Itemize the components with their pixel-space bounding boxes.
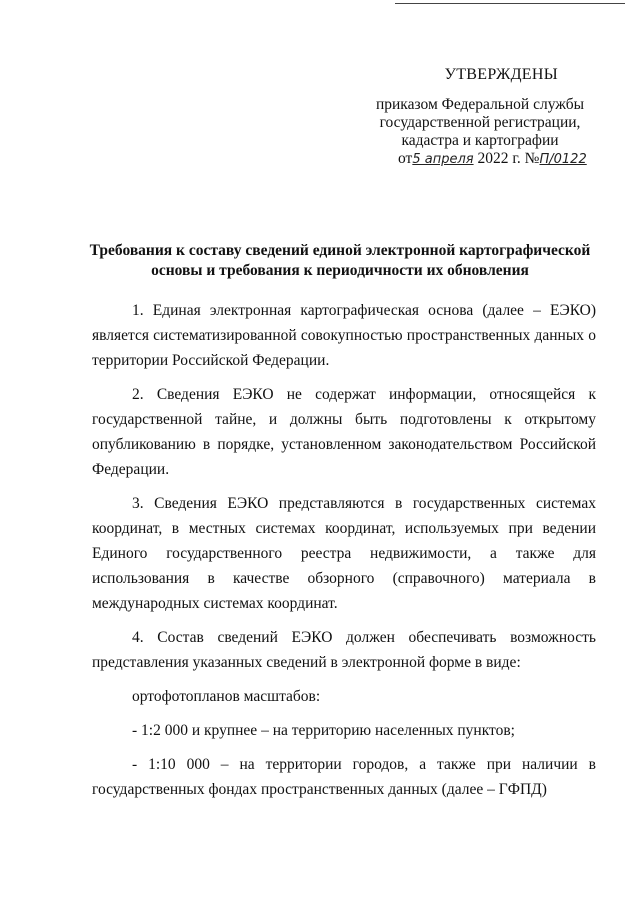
approval-line-3: кадастра и картографии bbox=[401, 132, 559, 149]
title-line-1: Требования к составу сведений единой электронной картографической bbox=[89, 242, 591, 259]
paragraph-3: 3. Сведения ЕЭКО представляются в государственных системах координат, в местных системах координат, используемых при ведении Единого государственного реестра недвижимости, а также для использования в качестве обзорного (справочного) материала в международных системах координат. bbox=[92, 495, 596, 612]
paragraph-orthophoto: ортофотопланов масштабов: bbox=[132, 688, 321, 705]
approval-line-2: государственной регистрации, bbox=[379, 114, 581, 131]
date-prefix: от bbox=[398, 150, 413, 167]
document-body bbox=[92, 298, 596, 811]
approval-date-line bbox=[360, 150, 600, 169]
scan-edge-line bbox=[395, 3, 625, 4]
list-item-scale-10000: - 1:10 000 – на территории городов, а также при наличии в государственных фондах пространственных данных (далее – ГФПД) bbox=[92, 756, 596, 798]
list-item-scale-2000: - 1:2 000 и крупнее – на территорию населенных пунктов; bbox=[132, 722, 515, 739]
year-number-label: 2022 г. № bbox=[477, 150, 540, 167]
paragraph-2: 2. Сведения ЕЭКО не содержат информации, относящейся к государственной тайне, и должны быть подготовлены к открытому опубликованию в порядке, установленном законодательством Российской Федерации. bbox=[92, 386, 596, 478]
approved-heading: УТВЕРЖДЕНЫ bbox=[444, 66, 558, 83]
approval-block bbox=[360, 66, 600, 169]
paragraph-4: 4. Состав сведений ЕЭКО должен обеспечивать возможность представления указанных сведений в электронной форме в виде: bbox=[92, 629, 596, 671]
approval-line-1: приказом Федеральной службы bbox=[375, 96, 585, 113]
title-line-2: основы и требования к периодичности их обновления bbox=[151, 262, 529, 279]
document-title bbox=[60, 241, 620, 281]
paragraph-1: 1. Единая электронная картографическая основа (далее – ЕЭКО) является систематизированной совокупностью пространственных данных о территории Российской Федерации. bbox=[92, 302, 596, 369]
handwritten-order-number: П/0122 bbox=[539, 152, 587, 167]
handwritten-date: 5 апреля bbox=[412, 152, 474, 167]
